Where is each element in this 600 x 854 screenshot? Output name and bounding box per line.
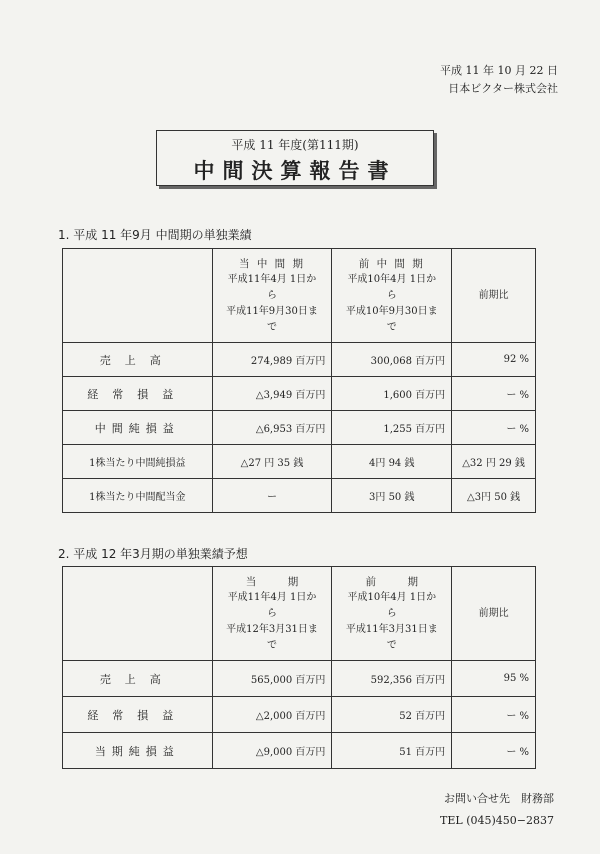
issue-date: 平成 11 年 10 月 22 日 <box>440 64 558 77</box>
interim-results-table <box>62 248 536 513</box>
fiscal-period: 平成 11 年度(第111期) <box>231 138 359 152</box>
table-row: 売上高 565,000 百万円 592,356 百万円 95 % <box>63 661 536 697</box>
table-header-row <box>63 249 536 343</box>
table-row: 経常損益 △3,949 百万円 1,600 百万円 ー % <box>63 377 536 411</box>
contact-block <box>440 788 554 832</box>
row-label: 売上高 <box>63 661 213 697</box>
row-label: 経常損益 <box>63 697 213 733</box>
row-label: 1株当たり中間純損益 <box>63 445 213 479</box>
previous-period-header: 前 期 平成10年4月 1日か ら 平成11年3月31日ま で <box>332 567 452 661</box>
table-row: 1株当たり中間配当金 ー 3円 50 銭 △3円 50 銭 <box>63 479 536 513</box>
header-blank-cell <box>63 567 213 661</box>
current-period-header: 当 期 平成11年4月 1日か ら 平成12年3月31日ま で <box>212 567 332 661</box>
previous-period-header: 前 中 間 期 平成10年4月 1日か ら 平成10年9月30日ま で <box>332 249 452 343</box>
company-name: 日本ビクター株式会社 <box>448 82 558 95</box>
issuer-block <box>440 62 558 98</box>
header-blank-cell <box>63 249 213 343</box>
document-title: 中間決算報告書 <box>193 158 397 183</box>
table-row: 1株当たり中間純損益 △27 円 35 銭 4円 94 銭 △32 円 29 銭 <box>63 445 536 479</box>
row-label: 経常損益 <box>63 377 213 411</box>
contact-department: お問い合せ先 財務部 <box>444 792 554 805</box>
table-row: 経常損益 △2,000 百万円 52 百万円 ー % <box>63 697 536 733</box>
title-box <box>156 130 434 186</box>
table-row: 中間純損益 △6,953 百万円 1,255 百万円 ー % <box>63 411 536 445</box>
contact-phone: TEL (045)450−2837 <box>440 814 554 827</box>
comparison-header: 前期比 <box>452 567 536 661</box>
table-header-row <box>63 567 536 661</box>
row-label: 中間純損益 <box>63 411 213 445</box>
table-row: 当期純損益 △9,000 百万円 51 百万円 ー % <box>63 733 536 769</box>
row-label: 売上高 <box>63 343 213 377</box>
row-label: 当期純損益 <box>63 733 213 769</box>
row-label: 1株当たり中間配当金 <box>63 479 213 513</box>
section-1-title: 1. 平成 11 年9月 中間期の単独業績 <box>58 228 252 242</box>
table-row: 売上高 274,989 百万円 300,068 百万円 92 % <box>63 343 536 377</box>
current-period-header: 当 中 間 期 平成11年4月 1日か ら 平成11年9月30日ま で <box>212 249 332 343</box>
comparison-header: 前期比 <box>452 249 536 343</box>
forecast-table <box>62 566 536 769</box>
section-2-title: 2. 平成 12 年3月期の単独業績予想 <box>58 547 248 561</box>
